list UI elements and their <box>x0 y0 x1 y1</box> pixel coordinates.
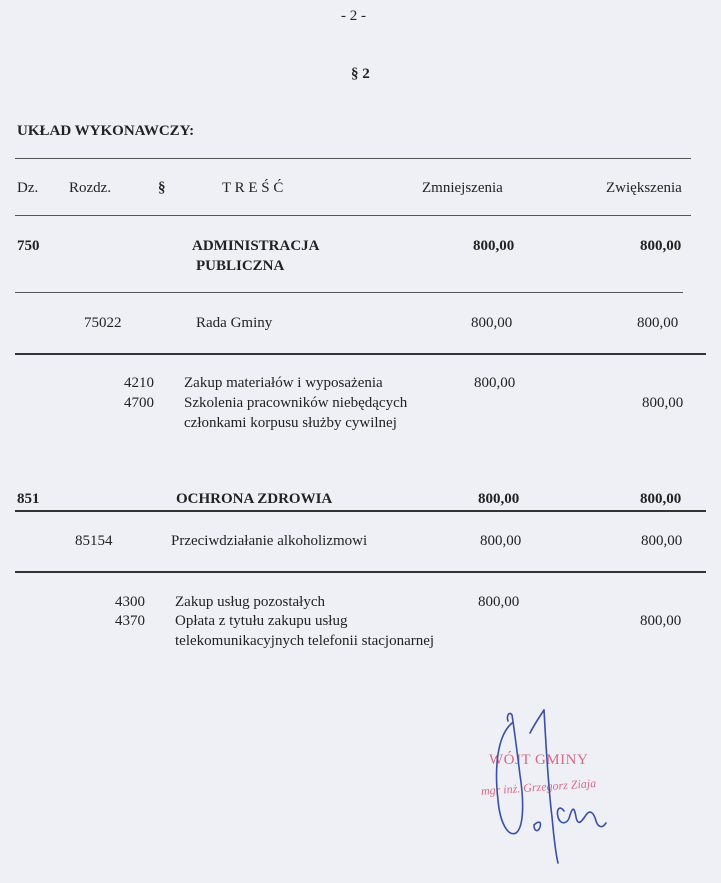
item-zmniejszenia: 800,00 <box>474 375 516 391</box>
item-description: Szkolenia pracowników niebędących <box>184 395 408 411</box>
signature <box>490 705 620 870</box>
section-zwiekszenia: 800,00 <box>640 491 682 507</box>
rozdzial-zwiekszenia: 800,00 <box>637 315 679 331</box>
item-description-cont: telekomunikacyjnych telefonii stacjonarnej <box>175 633 435 649</box>
item-description: Zakup materiałów i wyposażenia <box>184 375 383 391</box>
item-code: 4300 <box>115 594 145 610</box>
item-code: 4210 <box>124 375 154 391</box>
column-header-zwiekszenia: Zwiększenia <box>606 180 682 196</box>
section-title-line1: ADMINISTRACJA <box>192 238 320 254</box>
rozdzial-zwiekszenia: 800,00 <box>641 533 683 549</box>
section-rule <box>15 292 683 293</box>
item-description: Zakup usług pozostałych <box>175 594 325 610</box>
page-number: - 2 - <box>341 8 366 24</box>
item-zwiekszenia: 800,00 <box>640 613 682 629</box>
section-dz-750: 750 <box>17 238 40 254</box>
rozdzial-zmniejszenia: 800,00 <box>480 533 522 549</box>
column-header-dz: Dz. <box>17 180 39 196</box>
section-rule <box>15 510 706 512</box>
section-title-line2: PUBLICZNA <box>196 258 285 274</box>
page-title: UKŁAD WYKONAWCZY: <box>17 123 195 139</box>
section-title-line1: OCHRONA ZDROWIA <box>176 491 333 507</box>
item-description-cont: członkami korpusu służby cywilnej <box>184 415 397 431</box>
section-dz-851: 851 <box>17 491 40 507</box>
rozdzial-zmniejszenia: 800,00 <box>471 315 513 331</box>
item-zwiekszenia: 800,00 <box>642 395 684 411</box>
item-code: 4700 <box>124 395 154 411</box>
rozdzial-code: 85154 <box>75 533 113 549</box>
item-zmniejszenia: 800,00 <box>478 594 520 610</box>
rozdzial-rule <box>15 571 706 573</box>
stamp-title: WÓJT GMINY <box>489 752 589 768</box>
rozdzial-code: 75022 <box>84 315 122 331</box>
section-zmniejszenia: 800,00 <box>473 238 515 254</box>
column-header-tresc: T R E Ś Ć <box>222 180 284 196</box>
rozdzial-name: Rada Gminy <box>196 315 273 331</box>
item-code: 4370 <box>115 613 145 629</box>
rozdzial-rule <box>15 353 706 355</box>
column-header-paragraph: § <box>158 180 166 196</box>
section-zwiekszenia: 800,00 <box>640 238 682 254</box>
section-zmniejszenia: 800,00 <box>478 491 520 507</box>
stamp-name: mgr inż. Grzegorz Ziaja <box>480 775 597 798</box>
header-bottom-rule <box>15 215 691 216</box>
column-header-zmniejszenia: Zmniejszenia <box>422 180 503 196</box>
item-description: Opłata z tytułu zakupu usług <box>175 613 348 629</box>
rozdzial-name: Przeciwdziałanie alkoholizmowi <box>171 533 368 549</box>
column-header-rozdz: Rozdz. <box>69 180 112 196</box>
paragraph-number: § 2 <box>351 66 370 82</box>
table-top-rule <box>15 158 691 159</box>
